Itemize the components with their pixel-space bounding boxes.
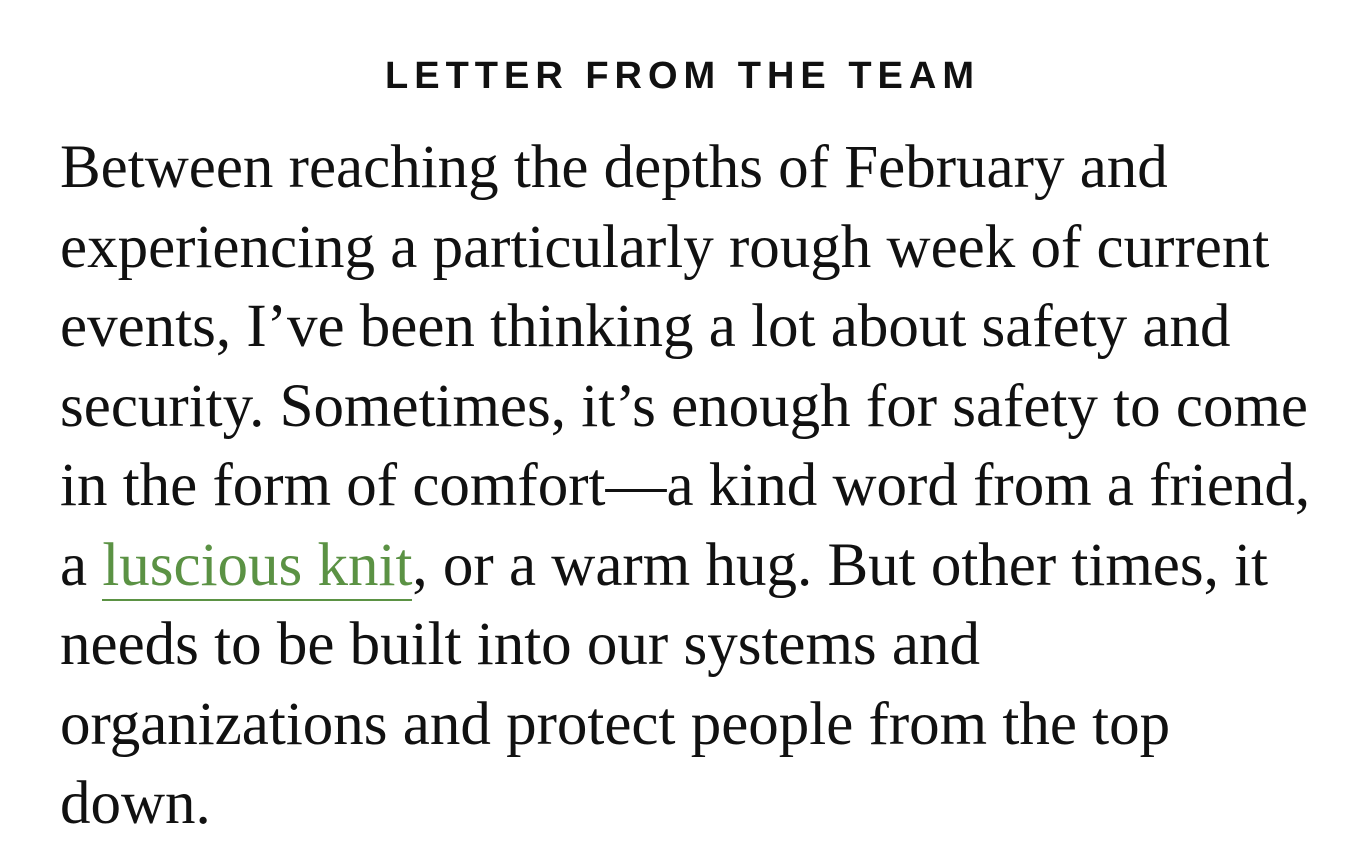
letter-body — [60, 128, 1320, 844]
luscious-knit-link[interactable]: luscious knit — [102, 531, 413, 599]
section-heading: LETTER FROM THE TEAM — [385, 55, 980, 97]
body-text-before-link: Between reaching the depths of February and experiencing a particularly rough week of current events, I’ve been thinking a lot about safety and security. Sometimes, it’s enough for safety to come in the form of comfort—a kind word from a friend, a — [60, 134, 1311, 599]
body-text-after-link: , or a warm hug. But other times, it needs to be built into our systems and organizations and protect people from the top down. — [60, 531, 1268, 837]
